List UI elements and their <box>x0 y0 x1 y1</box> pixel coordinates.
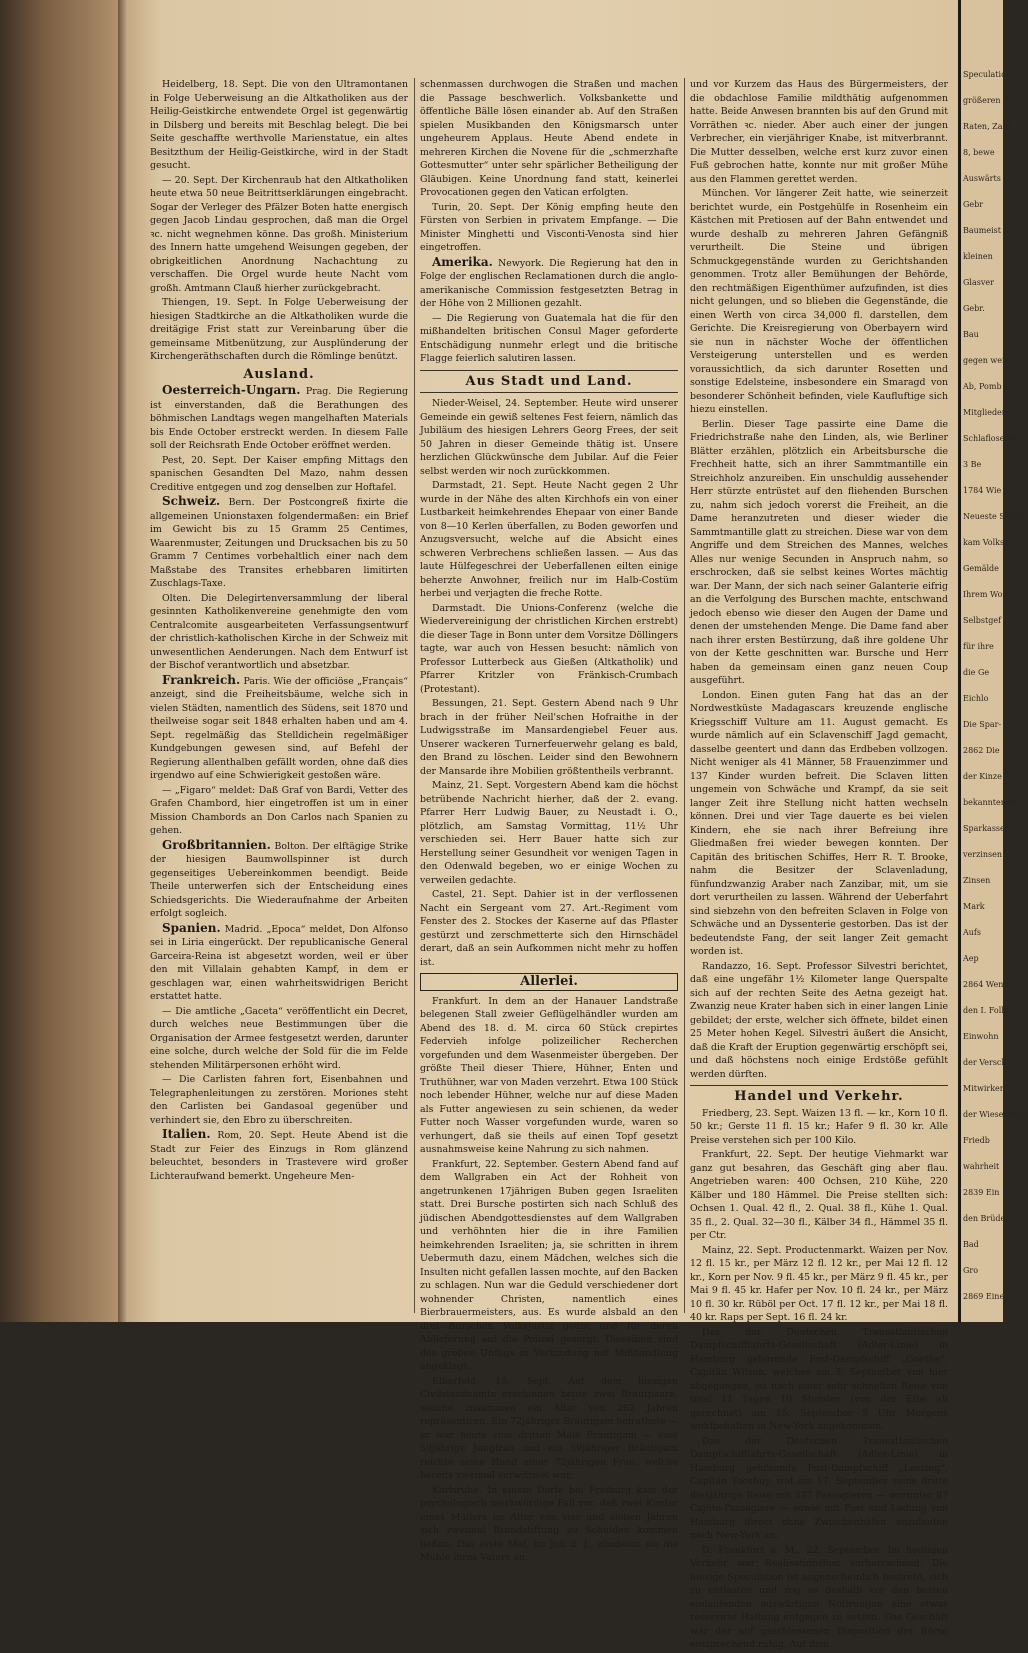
edge-fragment: Eichlo <box>963 694 989 703</box>
heading-italien: Italien. <box>162 1127 211 1141</box>
edge-fragment: Selbstgef <box>963 616 1002 625</box>
edge-fragment: Sparkasse <box>963 824 1005 833</box>
book-binding <box>0 0 128 1322</box>
edge-fragment: 2862 Die <box>963 746 1000 755</box>
edge-fragment: Mitglieder <box>963 408 1006 417</box>
article-frankfurt-boerse: D. Frankfurt a. M., 22. September. Im heutigen Verkehr war Realisationslust vorherrschend. Die hiesige Speculation ist augenscheinlich bestrebt, sich zu entlasten und zog es deshalb vor den besten einlaufenden auswärtigen Notirungen eine etwas reservirte Haltung entgegen zu setzen. Das Geschäft war der auf geschlossenen Disposition der Börse entsprechend ruhig. Auf dem <box>690 1544 948 1650</box>
edge-fragment: Mark <box>963 902 985 911</box>
article-frankfurt-viehmarkt: Frankfurt, 22. Sept. Der heutige Viehmarkt war ganz gut besahren, das Geschäft ging aber flau. Angetrieben waren: 400 Ochsen, 210 Kühe, 220 Kälber und 180 Hämmel. Die Preise stellten sich: Ochsen 1. Qual. 42 fl., 2. Qual. 38 fl., Kühe 1. Qual. 35 fl., 2. Qual. 32—30 fl., Kälber 34 fl., Hämmel 35 fl. per Ctr. <box>690 1149 948 1241</box>
article-gaceta: — Die amtliche „Gaceta“ veröffentlicht ein Decret, durch welches neue Bestimmungen über die Organisation der Armee festgesetzt werden, darunter eine solche, durch welche der Sold für die im Felde stehenden Militärpersonen erhöht wird. <box>150 1005 408 1071</box>
edge-fragment: kleinen <box>963 252 993 261</box>
article-rom-cont: schenmassen durchwogen die Straßen und machen die Passage beschwerlich. Volksbankette und öffentliche Bälle lösen einander ab. Auf den Straßen spielen Musikbanden den Königsmarsch unter ungeheurem Applaus. Heute Abend endete in mehreren Kirchen die Novene für die „schmerzhafte Gottesmutter“ unter sehr spärlicher Betheiligung der Gläubigen. Keine Unordnung fand statt, keinerlei Provocationen gegen den Vatican erfolgten. <box>420 79 678 198</box>
edge-fragment: Gemälde <box>963 564 999 573</box>
edge-fragment: Glasver <box>963 278 994 287</box>
article-bern: Bern. Der Postcongreß fixirte die allgemeinen Unionstaxen folgendermaßen: ein Brief im Gewicht bis zu 15 Gramm 25 Centimes, Waarenmuster, Zeitungen und Drucksachen bis zu 50 Gramm 7 Centimes vorbehaltlich einer nach dem Maßstabe des Transites erhebbaren limitirten Zuschlags-Taxe. <box>150 497 408 589</box>
article-madrid: Madrid. „Epoca“ meldet, Don Alfonso sei in Liria eingerückt. Der republicanische General Garceira-Reina ist abgesetzt worden, weil er über den mit Villalain gehabten Kampf, in dem er geschlagen war, einen wahrheitswidrigen Bericht erstattet hatte. <box>150 923 409 1002</box>
edge-fragment: Gro <box>963 1266 979 1275</box>
edge-fragment: die Ge <box>963 668 990 677</box>
edge-fragment: 2869 Eine <box>963 1292 1005 1301</box>
article-carlisten: — Die Carlisten fahren fort, Eisenbahnen und Telegraphenleitungen zu zerstören. Moriones steht den Carlisten bei Gandasoal gegenüber und verhindert sie, den Ebro zu überschreiten. <box>150 1074 408 1126</box>
column-divider <box>684 78 685 1313</box>
article-guatemala: — Die Regierung von Guatemala hat die für den mißhandelten britischen Consul Mager geforderte Entschädigung nunmehr erlegt und die britische Flagge feierlich salutiren lassen. <box>420 312 678 364</box>
edge-fragment: größeren B <box>963 96 1009 105</box>
edge-fragment: 3 Be <box>963 460 982 469</box>
column-1 <box>150 78 408 1184</box>
article-darmstadt: Darmstadt, 21. Sept. Heute Nacht gegen 2 Uhr wurde in der Nähe des alten Kirchhofs ein von einer Lustbarkeit heimkehrendes Ehepaar von einer Bande von 8—10 Kerlen überfallen, zu Boden geworfen und Anzugsversucht, welche auf die Absicht eines schweren Verbrechens schließen lassen. — Aus das laute Hülfegeschrei der Ueberfallenen eilten einige beherzte Anwohner, freilich nur im Halb-Costüm herbei und verjagten die freche Rotte. <box>420 480 678 599</box>
edge-fragment: Auswärts <box>963 174 1001 183</box>
article-lessing: Das der Deutschen Transatlantischen Dampfschifffahrts-Gesellschaft (Adler-Linie) in Hamburg gehörende Post-Dampfschiff „Lessing“, Capitän Toosbuy, trat am 17. September seine dritte diesjährige Reise mit 337 Passagieren — worunter 87 Cajüte-Passagiere — sowie mit Post und Ladung von Hamburg direct ohne Zwischenhäfen anzulaufen nach New-York an. <box>690 1435 948 1541</box>
newspaper-page <box>128 0 960 1650</box>
edge-fragment: den I. Folle <box>963 1006 1009 1015</box>
section-handel-und-verkehr: Handel und Verkehr. <box>734 1089 904 1104</box>
article-figaro: — „Figaro“ meldet: Daß Graf von Bardi, Vetter des Grafen Chambord, hier eingetroffen ist um in einer Mission Chambords an Don Carlos nach Spanien zu gehen. <box>150 784 408 836</box>
article-rom: Rom, 20. Sept. Heute Abend ist die Stadt zur Feier des Einzugs in Rom glänzend beleuchtet, besonders in Trastevere wird großer Lichteraufwand bemerkt. Ungeheure Men- <box>150 1130 408 1182</box>
edge-fragment: Speculation <box>963 70 1012 79</box>
article-castel: Castel, 21. Sept. Dahier ist in der verflossenen Nacht ein Sergeant vom 27. Art.-Regiment vom Fenster des 2. Stockes der Kaserne auf das Pflaster gestürzt und zerschmetterte sich den Hirnschädel derart, daß an sein Aufkommen nicht mehr zu hoffen ist. <box>420 889 678 968</box>
heading-grossbritannien: Großbritannien. <box>162 837 271 852</box>
article-frankfurt-1: Frankfurt. In dem an der Hanauer Landstraße belegenen Stall zweier Geflügelhändler wurden am Abend des 18. d. M. circa 60 Stück crepirtes Federvieh infolge polizeilicher Recherchen vorgefunden und dem Wasenmeister übergeben. Der größte Theil dieser Thiere, Hühner, Enten und Truthühner, war von Maden verzehrt. Etwa 100 Stück noch lebender Hühner, welche nur auf diese Maden als Futter angewiesen zu sein schienen, da weder Futter noch Wasser vorgefunden wurde, waren so verhungert, daß sie theils auf einen Topf gesetzt ausnahmsweise keine Nahrung zu sich nahmen. <box>420 995 678 1155</box>
edge-fragment: Raten, Zahl <box>963 122 1011 131</box>
edge-fragment: Aep <box>963 954 979 963</box>
article-karlsruhe: Karlsruhe. In einem Dorfe bei Freiburg kam der psychologisch merkwürdige Fall vor, daß zwei Kinder eines Müllers im Alter von vier und sieben Jahren sich zweimal Brandstiftung zu Schulden kommen ließen. Das erste Mal, im Juli d. J., zündeten sie die Mühle ihres Vaters an, <box>420 1484 678 1563</box>
column-3 <box>690 78 948 1653</box>
edge-fragment: Bau <box>963 330 979 339</box>
edge-fragment: Friedb <box>963 1136 990 1145</box>
edge-fragment: Die Spar- <box>963 720 1002 729</box>
article-elberfeld: Elberfeld, 15. Sept. Auf dem hiesigen Civilstandsamte erschienen heute zwei Brautpaare, welche zusammen ein Alter von 262 Jahren repräsentiren. Ein 72jähriger Bräutigam heirathete — er war heute zum dritten Male Bräutigam — eine 59jährige Jungfrau und ein 59jähriger Bräutigam reichte seine Hand einer 72jährigen Frau, welche bereits zweimal verwittwet war. <box>420 1375 679 1481</box>
article-darmstadt-2: Darmstadt. Die Unions-Conferenz (welche die Wiedervereinigung der christlichen Kirchen erstrebt) die dieser Tage in Bonn unter dem Vorsitze Döllingers tagte, war auch von Hessen besucht: nämlich von Professor Lutterbeck aus Gießen (Altkatholik) und Pfarrer Kritzler von Fränkisch-Crumbach (Protestant). <box>420 602 678 695</box>
edge-fragment: 8, bewe <box>963 148 995 157</box>
edge-fragment: Schlaflosenki <box>963 434 1017 443</box>
article-berlin: Berlin. Dieser Tage passirte eine Dame die Friedrichstraße nahe den Linden, als, wie Berliner Blätter erzählen, plötzlich ein Arbeitsbursche die Frechheit hatte, sich an ihrer Sammtmantille ein Streichholz anzureiben. Ein unschuldig aussehender Herr stürzte entrüstet auf den fliehenden Burschen zu, nahm sich jedoch vorerst die Freiheit, an die Dame heranzutreten und dieser wieder die Sammtmantille glatt zu streichen. Diese war von dem Angriffe und dem Streichen des Mannes, welches Alles nur wenige Secunden in Anspruch nahm, so erschrocken, daß sie selbst keines Wortes mächtig war. Der Mann, der sich nach seiner Galanterie eifrig an die Verfolgung des Burschen machte, entschwand jedoch ebenso wie dieser den Augen der Dame und denen der umstehenden Menge. Die Dame fand aber nach ihrer ersten Bestürzung, daß ihre goldene Uhr von der Kette geschnitten war. Bursche und Herr haben da gemeinsam einen ganz neuen Coup ausgeführt. <box>690 418 948 686</box>
article-muenchen: München. Vor längerer Zeit hatte, wie seinerzeit berichtet wurde, ein Postgehülfe in Rosenheim ein Kästchen mit Pretiosen auf der Bahn entwendet und wurde deshalb zu mehreren Jahren Gefängniß verurtheilt. Die Steine und übrigen Schmuckgegenstände wurden zu Gerichtshanden genommen. Trotz aller Bemühungen der Behörde, den rechtmäßigen Eigenthümer aufzufinden, ist dies nicht gelungen, und so blieben die Gegenstände, die einen Werth von circa 34,000 fl. darstellen, dem Gerichte. Die Kreisregierung von Oberbayern wird sie nun in nächster Woche der öffentlichen Versteigerung unterstellen und es werden voraussichtlich, da sich darunter Rosetten und sonstige Edelsteine, insbesondere ein Smaragd von besonderer Schönheit befinden, viele Kaufluftige sich hiezu einstellen. <box>690 188 948 415</box>
section-allerlei: Allerlei. <box>420 973 678 991</box>
edge-fragment: Bad <box>963 1240 979 1249</box>
edge-fragment: der Versch <box>963 1058 1007 1067</box>
column-2 <box>420 78 678 1566</box>
article-nieder-weisel: Nieder-Weisel, 24. September. Heute wird unserer Gemeinde ein gewiß seltenes Fest feiern, nämlich das Jubiläum des hiesigen Lehrers Georg Frees, der seit 50 Jahren in dieser Gemeinde thätig ist. Unsere herzlichen Glückwünsche dem Jubilar. Auf die Feier selbst werden wir noch zurückkommen. <box>420 398 678 477</box>
heading-oesterreich: Oesterreich-Ungarn. <box>162 383 301 397</box>
article-goethe: Das der Deutschen Transatlantischen Dampfschifffahrts-Gesellschaft (Adler-Linie) in Hamburg gehörende Post-Dampfschiff „Goethe“, Capitän Wilson, welches am 3. September von hier abgegangen, ist nach einer sehr schnellen Reise von total 11 Tagen 10 Stunden (von der Elbe ab gerechnet) am 15. September 5 Uhr Morgens wohlbehalten in New-York angekommen. <box>690 1326 948 1432</box>
adjacent-page-edge <box>958 0 1028 1322</box>
edge-fragment: Gebr. <box>963 304 985 313</box>
article-mainz: Mainz, 21. Sept. Vorgestern Abend kam die höchst betrübende Nachricht hierher, daß der 2. evang. Pfarrer Herr Ludwig Bauer, zu Neustadt i. O., plötzlich, am Samstag Vormittag, 11½ Uhr verschieden sei. Herr Bauer hatte sich zur Herstellung seiner Gesundheit vor wenigen Tagen in den Odenwald begeben, wo er einige Wochen zu verweilen gedachte. <box>420 780 678 886</box>
edge-fragment: Gebr <box>963 200 984 209</box>
article-frankfurt-2: Frankfurt, 22. September. Gestern Abend fand auf dem Wallgraben ein Act der Rohheit von angetrunkenen 17jährigen Buben gegen Israeliten statt. Drei Bursche postirten sich nach Schluß des jüdischen Abendgottesdienstes auf dem Wallgraben und verhöhnten hier die in ihre Familien heimkehrenden Israeliten; ja, sie schritten in ihrem Uebermuth dazu, einem Mädchen, welches sich die Insulten nicht gefallen lassen mochte, auf den Backen zu schlagen. Nun war die Geduld verschiedener dort wohnender Christen, namentlich eines Bierbrauermeisters, aus. Es wurde alsbald an den drei Burschen Volksjustiz geübt und für deren Ablieferung auf die Polizei gesorgt. Dieselben sind des groben Unfugs in Verbindung mit Mißhandlung angeklagt. <box>420 1158 678 1372</box>
article-karlsruhe-cont: und vor Kurzem das Haus des Bürgermeisters, der die obdachlose Familie mildthätig aufgenommen hatte. Beide Anwesen brannten bis auf den Grund mit Vorräthen ꝛc. nieder. Aber auch einer der jungen Verbrecher, ein vierjähriger Knabe, ist mitverbrannt. Die Mutter desselben, welche erst kurz zuvor einen Fuß gebrochen hatte, konnte nur mit großer Mühe aus den Flammen gerettet werden. <box>690 79 948 185</box>
edge-fragment: wahrheit <box>963 1162 1000 1171</box>
article-friedberg: Friedberg, 23. Sept. Waizen 13 fl. — kr., Korn 10 fl. 50 kr.; Gerste 11 fl. 15 kr.; Hafer 9 fl. 30 kr. Alle Preise verstehen sich per 100 Kilo. <box>690 1107 948 1146</box>
edge-fragment: 2839 Ein <box>963 1188 1000 1197</box>
edge-fragment: gegen weite <box>963 356 1013 365</box>
edge-fragment: Baumeist <box>963 226 1001 235</box>
edge-fragment: 1784 Wie <box>963 486 1002 495</box>
edge-fragment: verzinsen <box>963 850 1002 859</box>
article-thiengen: Thiengen, 19. Sept. In Folge Ueberweisung der hiesigen Stadtkirche an die Altkatholiken wurde die dreitägige Frist statt zur Vereinbarung über die gemeinsame Mitbenützung, zur Ausplünderung der Kirchengeräthschaften durch die Römlinge benützt. <box>150 297 408 362</box>
edge-fragment: bekannten Mi <box>963 798 1020 807</box>
edge-fragment: der Wiesenbach <box>963 1110 1028 1119</box>
edge-fragment: Ab, Pomb <box>963 382 1002 391</box>
edge-fragment: den Brüder <box>963 1214 1010 1223</box>
article-heidelberg: Heidelberg, 18. Sept. Die von den Ultramontanen in Folge Ueberweisung an die Altkatholiken aus der Heilig-Geistkirche entwendete Orgel ist gegenwärtig in Dilsberg und bereits mit Beschlag belegt. Die bei Seite geschaffte werthvolle Marienstatue, ein altes Besitzthum der Heilig-Geistkirche, wird in der Stadt gesucht. <box>150 79 408 171</box>
article-randazzo: Randazzo, 16. Sept. Professor Silvestri berichtet, daß eine ungefähr 1½ Kilometer lange Querspalte sich auf der rechten Seite des Aetna gezeigt hat. Zwanzig neue Krater haben sich in einer langen Linie gebildet; der erste, welcher sich öffnete, bildet einen 25 Meter hohen Kegel. Silvestri äußert die Ansicht, daß die Kraft der Eruption gegenwärtig erschöpft sei, und daß höchstens noch einige Erdstöße gefühlt werden dürften. <box>690 960 948 1080</box>
heading-schweiz: Schweiz. <box>162 494 221 508</box>
section-aus-stadt-und-land: Aus Stadt und Land. <box>465 373 633 389</box>
edge-fragment: 2864 Wenn <box>963 980 1009 989</box>
article-newyork: Newyork. Die Regierung hat den in Folge der englischen Reclamationen durch die anglo-amerikanische Commission festgesetzten Betrag in der Höhe von 2 Millionen gezahlt. <box>420 257 678 309</box>
edge-fragment: kam Volkson <box>963 538 1015 547</box>
heading-spanien: Spanien. <box>162 920 221 935</box>
section-ausland: Ausland. <box>243 366 315 382</box>
edge-fragment: Zinsen <box>963 876 991 885</box>
article-prag: Prag. Die Regierung ist einverstanden, daß die Berathungen des böhmischen Landtags wegen mangelhaften Materials bis Ende October erstreckt werden. In diesem Falle soll der Reichsrath Ende October eröffnet werden. <box>150 386 408 451</box>
edge-fragment: Neueste Schläf <box>963 512 1025 521</box>
article-olten: Olten. Die Delegirtenversammlung der liberal gesinnten Katholikenvereine genehmigte den vom Centralcomite ausgearbeiteten Verfassungsentwurf der christlich-katholischen Kirche in der Schweiz mit unwesentlichen Aenderungen. Nach dem Entwurf ist der Bischof verantwortlich und absetzbar. <box>150 592 408 671</box>
edge-fragment: Aufs <box>963 928 981 937</box>
edge-fragment: der Kinze <box>963 772 1002 781</box>
article-london: London. Einen guten Fang hat das an der Nordwestküste Madagascars kreuzende englische Kriegsschiff Vulture am 11. August gemacht. Es wurde nämlich auf ein Sclavenschiff Jagd gemacht, dasselbe geentert und dann das Erdbeben vollzogen. Nicht weniger als 41 Männer, 58 Frauenzimmer und 137 Kinder wurden befreit. Die Sclaven litten ungemein von Schwäche und Krampf, da sie seit langer Zeit ihre Stellung nicht hatten wechseln können. Drei und vier Tage dauerte es bei vielen Kindern, ehe sie nach ihrer Befreiung ihre Gliedmaßen frei wieder bewegen konnten. Der Capitän des britischen Schiffes, Herr R. T. Brooke, nahm die Besitzer der Sclavenladung, fünfundzwanzig Araber nach Zanzibar, mit, um sie dort verurtheilen zu lassen. Während der Ueberfahrt sind siebzehn von den befreiten Sclaven in Folge von Schwäche und an Dyssenterie gestorben. Das ist der bedeutendste Fang, der seit langer Zeit gemacht worden ist. <box>690 689 948 957</box>
article-bolton: Bolton. Der elftägige Strike der hiesigen Baumwollspinner ist durch gegenseitiges Uebereinkommen beendigt. Beide Theile unterwerfen sich der Entscheidung eines Schiedsgerichts. Die Wiederaufnahme der Arbeiten erfolgt sogleich. <box>150 840 408 919</box>
heading-amerika: Amerika. <box>432 254 493 269</box>
edge-fragment: Einwohn <box>963 1032 999 1041</box>
article-paris: Paris. Wie der officiöse „Français“ anzeigt, sind die Freiheitsbäume, welche sich in vielen Städten, namentlich des Südens, seit 1870 und theilweise sogar seit 1848 erhalten haben und am 4. Sept. regelmäßig das Stelldichein regelmäßiger Kundgebungen gewesen sind, auf Befehl der Regierung allenthalben gefällt worden, ohne daß dies irgendwo auf eine Schwierigkeit gestoßen wäre. <box>150 675 408 781</box>
heading-frankreich: Frankreich. <box>162 672 241 687</box>
article-turin: Turin, 20. Sept. Der König empfing heute den Fürsten von Serbien in privatem Empfange. — Die Minister Minghetti und Visconti-Venosta sind hier eingetroffen. <box>420 201 678 253</box>
article-mainz-productenmarkt: Mainz, 22. Sept. Productenmarkt. Waizen per Nov. 12 fl. 15 kr., per März 12 fl. 12 kr., per Mai 12 fl. 12 kr., Korn per Nov. 9 fl. 45 kr., per März 9 fl. 45 kr., per Mai 9 fl. 45 kr. Hafer per Nov. 10 fl. 24 kr., per März 10 fl. 30 kr. Rüböl per Oct. 17 fl. 12 kr., per Mai 18 fl. 40 kr. Raps per Sept. 16 fl. 24 kr. <box>690 1244 948 1323</box>
article-bessungen: Bessungen, 21. Sept. Gestern Abend nach 9 Uhr brach in der früher Neil'schen Hofraithe in der Ludwigsstraße im Mansardengiebel Feuer aus. Unserer wackeren Turnerfeuerwehr gelang es bald, den Brand zu löschen. Leider sind den Bewohnern der Mansarde ihre Mobilien größtentheils verbrannt. <box>420 698 678 777</box>
edge-fragment: für ihre <box>963 642 994 651</box>
edge-fragment: Ihrem Worte <box>963 590 1015 599</box>
column-divider <box>414 78 415 1313</box>
article-heidelberg-2: — 20. Sept. Der Kirchenraub hat den Altkatholiken heute etwa 50 neue Beitrittserklärungen eingebracht. Sogar der Verleger des Pfälzer Boten hatte energisch gegen Jacob Lindau gesprochen, daß man die Orgel ꝛc. nicht wegnehmen könne. Das großh. Ministerium des Innern hatte umgehend Weisungen gegeben, der obrigkeitlichen Anordnung Nachachtung zu verschaffen. Die Orgel wurde heute Nacht vom großh. Amtmann Clauß hierher zurückgebracht. <box>150 174 408 294</box>
edge-fragment: Mitwirken <box>963 1084 1005 1093</box>
article-pest: Pest, 20. Sept. Der Kaiser empfing Mittags den spanischen Gesandten Del Mazo, nahm dessen Creditive entgegen und zog denselben zur Hoftafel. <box>150 454 408 493</box>
